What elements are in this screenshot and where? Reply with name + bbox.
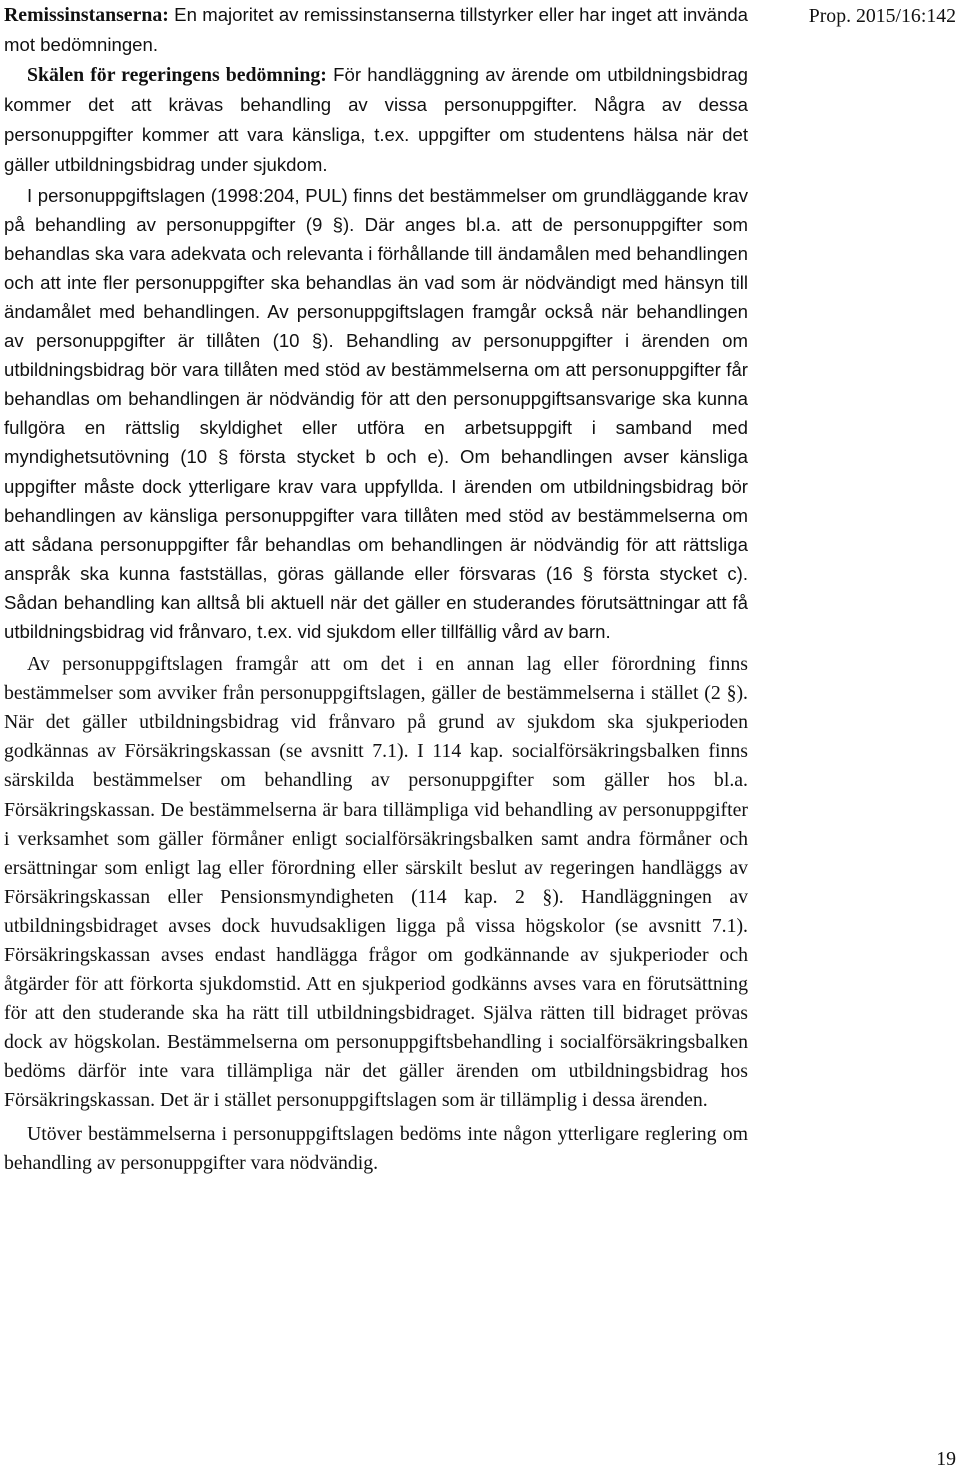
paragraph-personuppgiftslagen: I personuppgiftslagen (1998:204, PUL) finns det bestämmelser om grundläggande krav på behandling av personuppgifter (9 §). Där anges bl.a. att de personuppgifter som behandlas ska vara adekvata och relevanta i förhållande till ändamålen med behandlingen och att inte fler personuppgifter ska behandlas än vad som är nödvändigt med hänsyn till ändamålet med behandlingen. Av personuppgiftslagen framgår också när behandlingen av personuppgifter är tillåten (10 §). Behandling av personuppgifter i ärenden om utbildningsbidrag bör vara tillåten med stöd av bestämmelserna om att personuppgifter får behandlas om behandlingen är nödvändig för att den personuppgiftsansvarige ska kunna fullgöra en rättslig skyldighet eller utföra en arbetsuppgift i samband med myndighetsutövning (10 § första stycket b och e). Om behandlingen avser känsliga uppgifter måste dock ytterligare krav vara uppfyllda. I ärenden om utbildningsbidrag bör behandlingen av känsliga personuppgifter vara tillåten med stöd av bestämmelserna om att sådana personuppgifter får behandlas om behandlingen är nödvändig för att rättsliga anspråk ska kunna fastställas, göras gällande eller försvaras (16 § första stycket c). Sådan behandling kan alltså bli aktuell när det gäller en studerandes förutsättningar att få utbildningsbidrag vid frånvaro, t.ex. vid sjukdom eller tillfällig vård av barn. — [4, 184, 748, 642]
page-number: 19 — [936, 1448, 956, 1470]
paragraph-text-skalen: För handläggning av ärende om utbildningsbidrag kommer det att krävas behandling av vissa personuppgifter. Några av dessa personuppgifter kommer att vara känsliga, t.ex. uppgifter om studentens hälsa när det gäller utbildningsbidrag under sjukdom. — [4, 64, 748, 176]
paragraph-avvikande-bestammelser: Av personuppgiftslagen framgår att om det i en annan lag eller förordning finns bestämmelser som avviker från personuppgiftslagen, gäller de bestämmelserna i stället (2 §). När det gäller utbildningsbidrag vid frånvaro på grund av sjukdom ska sjukperioden godkännas av Försäkringskassan (se avsnitt 7.1). I 114 kap. socialförsäkringsbalken finns särskilda bestämmelser om behandling av personuppgifter som gäller hos bl.a. Försäkringskassan. De bestämmelserna är bara tillämpliga vid behandling av personuppgifter i verksamhet som gäller förmåner enligt socialförsäkringsbalken samt andra förmåner och ersättningar som enligt lag eller förordning eller särskilt beslut av regeringen handläggs av Försäkringskassan eller Pensionsmyndigheten (114 kap. 2 §). Handläggningen av utbildningsbidraget avses dock huvudsakligen ligga på vissa högskolor (se avsnitt 7.1). Försäkringskassan avses endast handlägga frågor om godkännande av sjukperioder och åtgärder för att förkorta sjukdomstid. Att en sjukperiod godkänns avses vara en förutsättning för att den studerande ska ha rätt till utbildningsbidraget. Själva rätten till bidraget prövas dock av högskolan. Bestämmelserna om personuppgiftsbehandling i socialförsäkringsbalken bedöms därför inte vara tillämpliga när det gäller ärenden om utbildningsbidrag hos Försäkringskassan. Det är i stället personuppgiftslagen som är tillämplig i dessa ärenden. — [4, 653, 748, 1112]
paragraph-remissinstanserna — [4, 0, 748, 60]
paragraph-skalen — [4, 60, 748, 180]
paragraph-text-remissinstanserna: En majoritet av remissinstanserna tillstyrker eller har inget att invända mot bedömningen. — [4, 4, 748, 56]
body-text — [4, 0, 748, 1178]
paragraph-lead-remissinstanserna: Remissinstanserna: — [4, 4, 169, 26]
paragraph-lead-skalen: Skälen för regeringens bedömning: — [27, 64, 327, 87]
document-reference: Prop. 2015/16:142 — [808, 5, 956, 27]
paragraph-slutsats: Utöver bestämmelserna i personuppgiftslagen bedöms inte någon ytterligare reglering om behandling av personuppgifter vara nödvändig. — [4, 1122, 748, 1174]
